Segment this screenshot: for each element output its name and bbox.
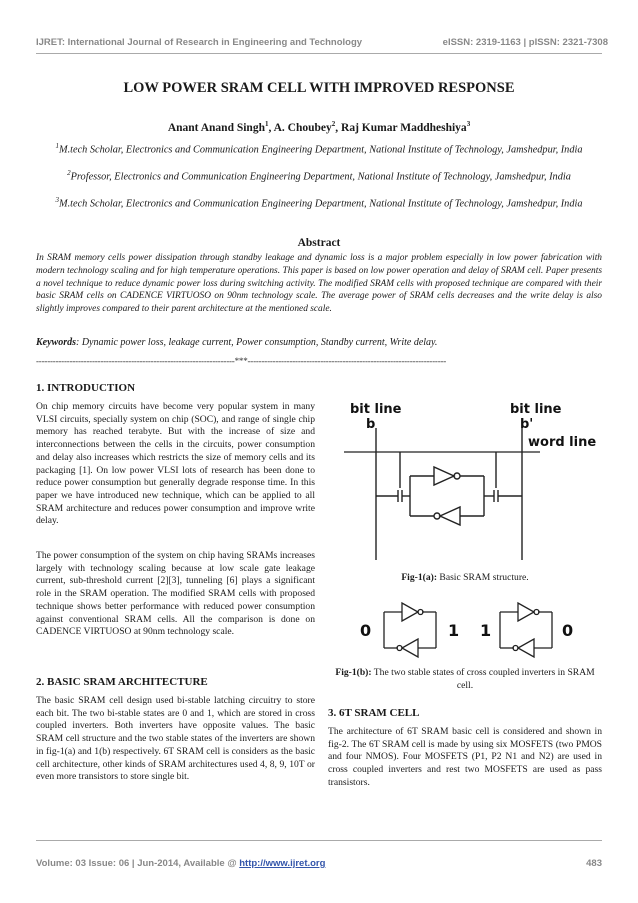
state1-inverter-top bbox=[402, 603, 418, 621]
wordline-label: word line bbox=[528, 435, 597, 450]
state1-right-value: 1 bbox=[448, 621, 460, 640]
header-rule bbox=[36, 53, 602, 54]
keywords-label: Keywords bbox=[36, 337, 76, 348]
affiliation-2-sup: 2 bbox=[67, 169, 71, 177]
state2-right-value: 0 bbox=[562, 621, 574, 640]
affiliation-3-sup: 3 bbox=[55, 196, 60, 204]
inverter-bottom bbox=[440, 507, 460, 525]
fig1b-caption bbox=[328, 667, 602, 692]
footer-volume-text: Volume: 03 Issue: 06 | Jun-2014, Available @ bbox=[36, 858, 240, 869]
section-basic-heading: 2. BASIC SRAM ARCHITECTURE bbox=[36, 676, 208, 688]
author-2-sup: 2 bbox=[331, 120, 336, 128]
bitline-right-label: bit line bbox=[510, 402, 562, 417]
basic-paragraph-1: The basic SRAM cell design used bi-stable latching circuitry to store each bit. The two bi-stable states are 0 and 1, which are stored in cross coupled inverters. Both inverters have opposite values. The basic SRAM cell structure and the two stable states of the inverters are shown in fig-1(a) and 1(b) respectively. 6T SRAM cell is considers as the basic cell architecture, other kinds of SRAM architectures used 4, 8, 9, 10T or even more transistors to store single bit. bbox=[36, 695, 315, 783]
author-3: , Raj Kumar Maddheshiya bbox=[335, 121, 467, 134]
intro-paragraph-1: On chip memory circuits have become very popular system in many VLSI circuits, specially system on chip (SOC), and range of single chip memory has reached terabyte. But with the increase of size and interconnections between the cells in the circuits, power consumption and delay also increases which restricts the size of memory cells and its packaging [1]. On low power VLSI lots of research has been done to reduce power consumption but generally degrade response time. In this paper we have introduced new technique, which can be applied to all SRAM architecture and reduces power consumption and improve write delay. bbox=[36, 401, 315, 527]
section-intro-heading: 1. INTRODUCTION bbox=[36, 382, 136, 394]
separator-line: -----------------------------------------------------------------------***----------------------------------------------------------------------- bbox=[36, 356, 447, 366]
paper-title: LOW POWER SRAM CELL WITH IMPROVED RESPONSE bbox=[123, 80, 515, 96]
state1-left-value: 0 bbox=[360, 621, 372, 640]
affiliation-2 bbox=[36, 167, 602, 184]
author-1: Anant Anand Singh bbox=[167, 121, 265, 134]
author-2: , A. Choubey bbox=[268, 121, 332, 134]
affiliation-1-text: M.tech Scholar, Electronics and Communication Engineering Department, National Institute of Technology, Jamshedpur, India bbox=[59, 144, 583, 156]
fig1a-caption bbox=[328, 572, 602, 585]
bitline-left-sub: b bbox=[366, 417, 376, 432]
abstract-text: In SRAM memory cells power dissipation through standby leakage and dynamic loss is a major problem especially in low power fabrication with modern technology scaling and for high temperature operations. This paper is based on low power operation and delay of SRAM cell. Paper presents a novel technique to reduce dynamic power loss during switching activity. The modified SRAM cells with proposed technique are compared with their basic SRAM cells on CADENCE VIRTUOSO on 90nm technology scale. The average power of SRAM cells decreases and the write delay is also slightly improves compared to their parent architecture at the mentioned scale. bbox=[36, 253, 602, 315]
affiliation-1-sup: 1 bbox=[55, 142, 60, 150]
issn-header: eISSN: 2319-1163 | pISSN: 2321-7308 bbox=[442, 37, 608, 48]
inverter-top bbox=[434, 467, 454, 485]
page-number: 483 bbox=[586, 858, 602, 869]
state2-left-value: 1 bbox=[480, 621, 492, 640]
fig1b-stable-states bbox=[356, 598, 582, 662]
fig1a-caption-text: Basic SRAM structure. bbox=[437, 572, 529, 583]
bitline-left-label: bit line bbox=[350, 402, 402, 417]
section-6t-heading: 3. 6T SRAM CELL bbox=[328, 707, 420, 719]
affiliation-2-text: Professor, Electronics and Communication Engineering Department, National Institute of Technology, Jamshedpur, India bbox=[70, 171, 571, 183]
sixt-paragraph-1: The architecture of 6T SRAM basic cell is considered and shown in fig-2. The 6T SRAM cell is made by using six MOSFETS (two PMOS and four NMOS). Four MOSFETS (P1, P2 N1 and N2) are used in cross coupled inverters and rest two MOSFETS are used as pass transistors. bbox=[328, 726, 602, 788]
footer-url-link[interactable]: http://www.ijret.org bbox=[239, 858, 326, 869]
author-1-sup: 1 bbox=[264, 120, 269, 128]
journal-header: IJRET: International Journal of Research in Engineering and Technology bbox=[36, 37, 363, 48]
affiliation-3-text: M.tech Scholar, Electronics and Communication Engineering Department, National Institute of Technology, Jamshedpur, India bbox=[59, 198, 583, 210]
bitline-right-sub: b' bbox=[520, 417, 534, 432]
keywords-text: : Dynamic power loss, leakage current, Power consumption, Standby current, Write delay. bbox=[76, 337, 438, 348]
fig1b-caption-label: Fig-1(b): bbox=[335, 667, 372, 678]
fig1a-caption-label: Fig-1(a): bbox=[401, 572, 438, 583]
affiliation-1 bbox=[36, 140, 602, 157]
state1-inverter-bottom bbox=[402, 639, 418, 657]
footer-rule bbox=[36, 840, 602, 841]
author-3-sup: 3 bbox=[466, 120, 471, 128]
abstract-heading: Abstract bbox=[297, 237, 341, 249]
keywords bbox=[36, 337, 602, 348]
intro-paragraph-2: The power consumption of the system on chip having SRAMs increases largely with technology scaling because at low scale gate leakage current, sub-threshold current [2][3], tunneling [6] plays a significant role in the SRAM operation. The modified SRAM cells with proposed technique shows better performance with reduced power consumption against conventional SRAM cells. All the comparison is done on CADENCE VIRTUOSO at 90nm technology scale. bbox=[36, 550, 315, 638]
fig1a-sram-structure bbox=[338, 392, 600, 564]
state2-inverter-bottom bbox=[518, 639, 534, 657]
authors-line bbox=[0, 120, 638, 134]
state2-inverter-top bbox=[518, 603, 534, 621]
affiliation-3 bbox=[36, 194, 602, 211]
fig1b-caption-text: The two stable states of cross coupled inverters in SRAM cell. bbox=[371, 667, 595, 691]
footer-volume bbox=[36, 858, 325, 869]
